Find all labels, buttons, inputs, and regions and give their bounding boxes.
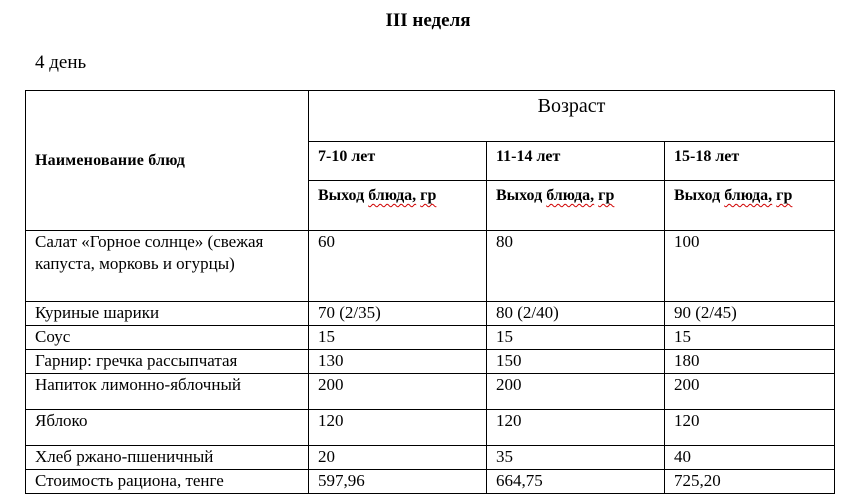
dish-name: Куриные шарики — [26, 302, 309, 326]
output-header-15-18 — [665, 181, 835, 231]
output-label-word-spellcheck: блюда, — [368, 187, 417, 204]
dish-name: Хлеб ржано-пшеничный — [26, 446, 309, 470]
total-row — [26, 470, 835, 494]
dish-name: Салат «Горное солнце» (свежая капуста, морковь и огурцы) — [26, 231, 309, 302]
output-label-word: Выход — [496, 187, 543, 204]
total-label: Стоимость рациона, тенге — [26, 470, 309, 494]
output-header-7-10 — [309, 181, 487, 231]
portion-11-14: 80 (2/40) — [487, 302, 665, 326]
week-title: III неделя — [385, 10, 471, 31]
output-label-unit-spellcheck: гр — [420, 187, 437, 204]
portion-15-18: 90 (2/45) — [665, 302, 835, 326]
portion-11-14: 120 — [487, 410, 665, 446]
total-15-18: 725,20 — [665, 470, 835, 494]
output-label-word-spellcheck: блюда, — [724, 187, 773, 204]
dish-name: Напиток лимонно-яблочный — [26, 374, 309, 410]
portion-15-18: 15 — [665, 326, 835, 350]
portion-15-18: 200 — [665, 374, 835, 410]
day-label: 4 день — [35, 52, 87, 73]
dish-name: Гарнир: гречка рассыпчатая — [26, 350, 309, 374]
portion-7-10: 130 — [309, 350, 487, 374]
table-row — [26, 410, 835, 446]
portion-11-14: 150 — [487, 350, 665, 374]
portion-7-10: 20 — [309, 446, 487, 470]
portion-7-10: 15 — [309, 326, 487, 350]
portion-11-14: 35 — [487, 446, 665, 470]
portion-15-18: 180 — [665, 350, 835, 374]
table-row — [26, 326, 835, 350]
table-row — [26, 231, 835, 302]
age-header: Возраст — [309, 91, 835, 142]
portion-11-14: 200 — [487, 374, 665, 410]
dish-name: Соус — [26, 326, 309, 350]
output-header-11-14 — [487, 181, 665, 231]
header-row-age — [26, 91, 835, 142]
dish-name-header: Наименование блюд — [26, 91, 309, 231]
age-group-7-10: 7-10 лет — [309, 142, 487, 181]
age-group-11-14: 11-14 лет — [487, 142, 665, 181]
table-row — [26, 374, 835, 410]
table-row — [26, 350, 835, 374]
portion-11-14: 80 — [487, 231, 665, 302]
menu-table — [25, 90, 835, 494]
portion-7-10: 60 — [309, 231, 487, 302]
total-11-14: 664,75 — [487, 470, 665, 494]
output-label-word: Выход — [318, 187, 365, 204]
portion-11-14: 15 — [487, 326, 665, 350]
portion-7-10: 120 — [309, 410, 487, 446]
portion-15-18: 120 — [665, 410, 835, 446]
portion-7-10: 70 (2/35) — [309, 302, 487, 326]
dish-name: Яблоко — [26, 410, 309, 446]
output-label-word: Выход — [674, 187, 721, 204]
age-group-15-18: 15-18 лет — [665, 142, 835, 181]
total-7-10: 597,96 — [309, 470, 487, 494]
portion-15-18: 40 — [665, 446, 835, 470]
table-row — [26, 446, 835, 470]
output-label-unit-spellcheck: гр — [598, 187, 615, 204]
portion-7-10: 200 — [309, 374, 487, 410]
portion-15-18: 100 — [665, 231, 835, 302]
output-label-word-spellcheck: блюда, — [546, 187, 595, 204]
table-row — [26, 302, 835, 326]
output-label-unit-spellcheck: гр — [776, 187, 793, 204]
